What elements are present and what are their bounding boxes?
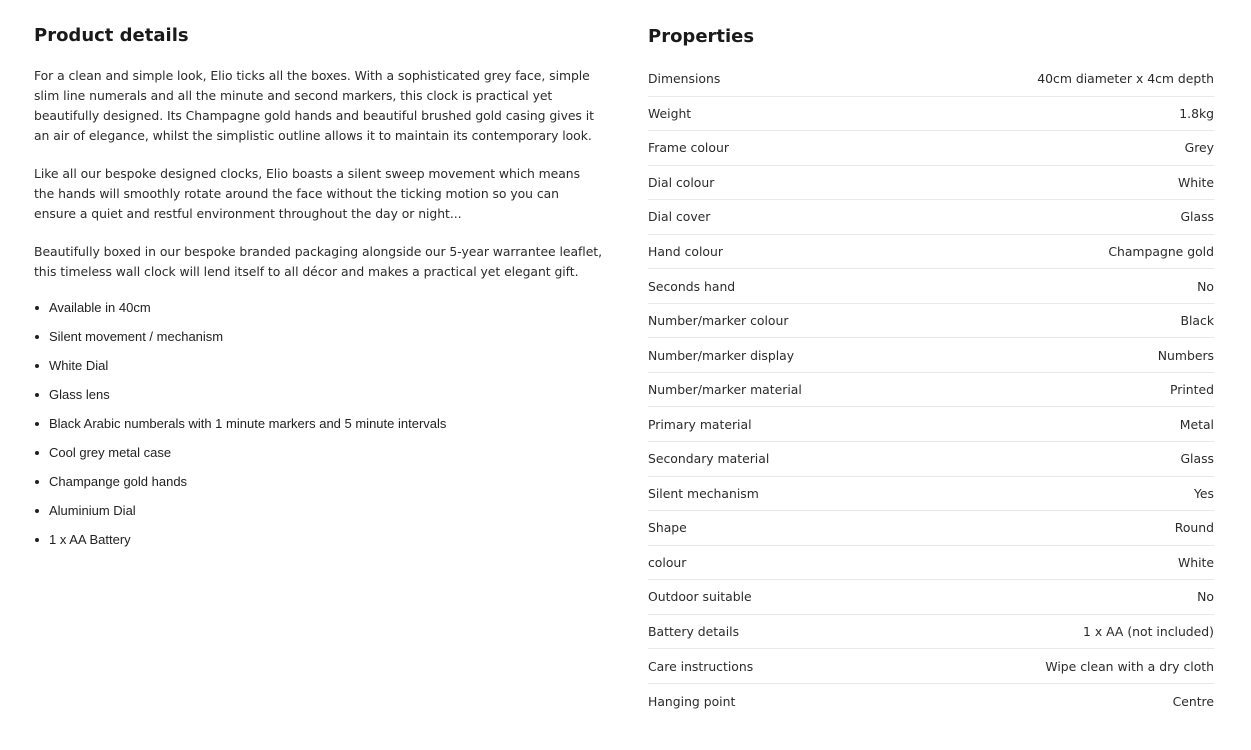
property-label: Seconds hand [648, 278, 736, 294]
property-row-battery-details [648, 615, 1214, 650]
property-label: Outdoor suitable [648, 589, 752, 605]
description-paragraph: For a clean and simple look, Elio ticks all the boxes. With a sophisticated grey face, simple slim line numerals and all the minute and second markers, this clock is practical yet beautifully designed. Its Champagne gold hands and beautiful brushed gold casing gives it an air of elegance, whilst the simplistic outline allows it to maintain its contemporary look. [34, 68, 594, 143]
property-label: Shape [648, 520, 687, 536]
feature-item [34, 387, 604, 416]
feature-item [34, 474, 604, 503]
property-label: Number/marker display [648, 347, 795, 363]
feature-item [34, 416, 604, 445]
feature-text: Glass lens [49, 387, 110, 402]
feature-item [34, 445, 604, 474]
feature-item [34, 358, 604, 387]
property-value: Wipe clean with a dry cloth [1045, 658, 1214, 674]
property-value: 40cm diameter x 4cm depth [1037, 71, 1214, 87]
property-label: Frame colour [648, 140, 729, 156]
property-value: Yes [1193, 485, 1214, 501]
property-label: Weight [648, 105, 692, 121]
feature-item [34, 532, 604, 561]
property-value: No [1197, 589, 1214, 605]
description-paragraph: Beautifully boxed in our bespoke branded packaging alongside our 5-year warrantee leaflet, this timeless wall clock will lend itself to all décor and makes a practical yet elegant gift. [34, 244, 602, 279]
property-label: Dial colour [648, 174, 715, 190]
feature-text: Champange gold hands [49, 474, 188, 489]
property-row-shape [648, 511, 1214, 546]
property-label: Number/marker material [648, 382, 802, 398]
properties-table [648, 62, 1214, 718]
property-value: Glass [1180, 451, 1214, 467]
property-value: Centre [1172, 693, 1214, 709]
property-row-primary-material [648, 407, 1214, 442]
property-row-dial-cover [648, 200, 1214, 235]
property-value: 1 x AA (not included) [1083, 624, 1214, 640]
property-row-care-instructions [648, 649, 1214, 684]
property-row-frame-colour [648, 131, 1214, 166]
property-row-colour [648, 546, 1214, 581]
property-row-dial-colour [648, 166, 1214, 201]
properties-title: Properties [648, 26, 755, 47]
feature-text: White Dial [49, 358, 109, 373]
feature-text: 1 x AA Battery [49, 532, 131, 547]
bullet-icon [35, 451, 39, 455]
feature-item [34, 503, 604, 532]
bullet-icon [35, 393, 39, 397]
property-value: Printed [1170, 382, 1214, 398]
feature-text: Cool grey metal case [49, 445, 172, 460]
property-value: Numbers [1157, 347, 1214, 363]
bullet-icon [35, 480, 39, 484]
property-label: Primary material [648, 416, 752, 432]
property-value: No [1197, 278, 1214, 294]
feature-text: Black Arabic numberals with 1 minute markers and 5 minute intervals [49, 416, 447, 431]
feature-text: Silent movement / mechanism [49, 329, 224, 344]
bullet-icon [35, 509, 39, 513]
property-value: White [1177, 174, 1214, 190]
property-value: Grey [1184, 140, 1214, 156]
property-value: Champagne gold [1108, 244, 1214, 259]
property-label: Care instructions [648, 658, 754, 674]
property-value: Round [1174, 520, 1214, 536]
property-value: Black [1180, 313, 1214, 329]
property-label: Battery details [648, 624, 740, 640]
property-row-marker-display [648, 338, 1214, 373]
property-value: Glass [1180, 209, 1214, 225]
property-label: Hand colour [648, 244, 723, 259]
description-paragraph: Like all our bespoke designed clocks, Elio boasts a silent sweep movement which means the hands will smoothly rotate around the face without the ticking motion so you can ensure a quiet and restful environment throughout the day or night... [34, 166, 580, 221]
property-label: Silent mechanism [648, 485, 759, 501]
property-row-secondary-material [648, 442, 1214, 477]
bullet-icon [35, 422, 39, 426]
property-label: Hanging point [648, 693, 736, 709]
property-label: Secondary material [648, 451, 770, 467]
bullet-icon [35, 364, 39, 368]
bullet-icon [35, 335, 39, 339]
property-row-dimensions [648, 62, 1214, 97]
properties-section [648, 25, 1214, 718]
property-row-weight [648, 97, 1214, 132]
feature-text: Aluminium Dial [49, 503, 136, 518]
feature-item [34, 329, 604, 358]
bullet-icon [35, 538, 39, 542]
property-value: Metal [1179, 416, 1214, 432]
property-value: 1.8kg [1179, 105, 1214, 121]
bullet-icon [35, 306, 39, 310]
property-row-hand-colour [648, 235, 1214, 270]
property-row-marker-material [648, 373, 1214, 408]
property-row-seconds-hand [648, 269, 1214, 304]
property-row-hanging-point [648, 684, 1214, 719]
property-label: Number/marker colour [648, 313, 789, 329]
property-row-outdoor-suitable [648, 580, 1214, 615]
property-label: colour [648, 554, 687, 570]
feature-item [34, 300, 604, 329]
feature-list [34, 300, 604, 561]
property-row-marker-colour [648, 304, 1214, 339]
product-description [34, 66, 604, 282]
product-details-title: Product details [34, 25, 189, 46]
property-row-silent-mechanism [648, 477, 1214, 512]
property-label: Dimensions [648, 71, 721, 87]
product-details-section [34, 25, 604, 561]
feature-text: Available in 40cm [49, 300, 151, 315]
property-value: White [1177, 554, 1214, 570]
property-label: Dial cover [648, 209, 711, 225]
